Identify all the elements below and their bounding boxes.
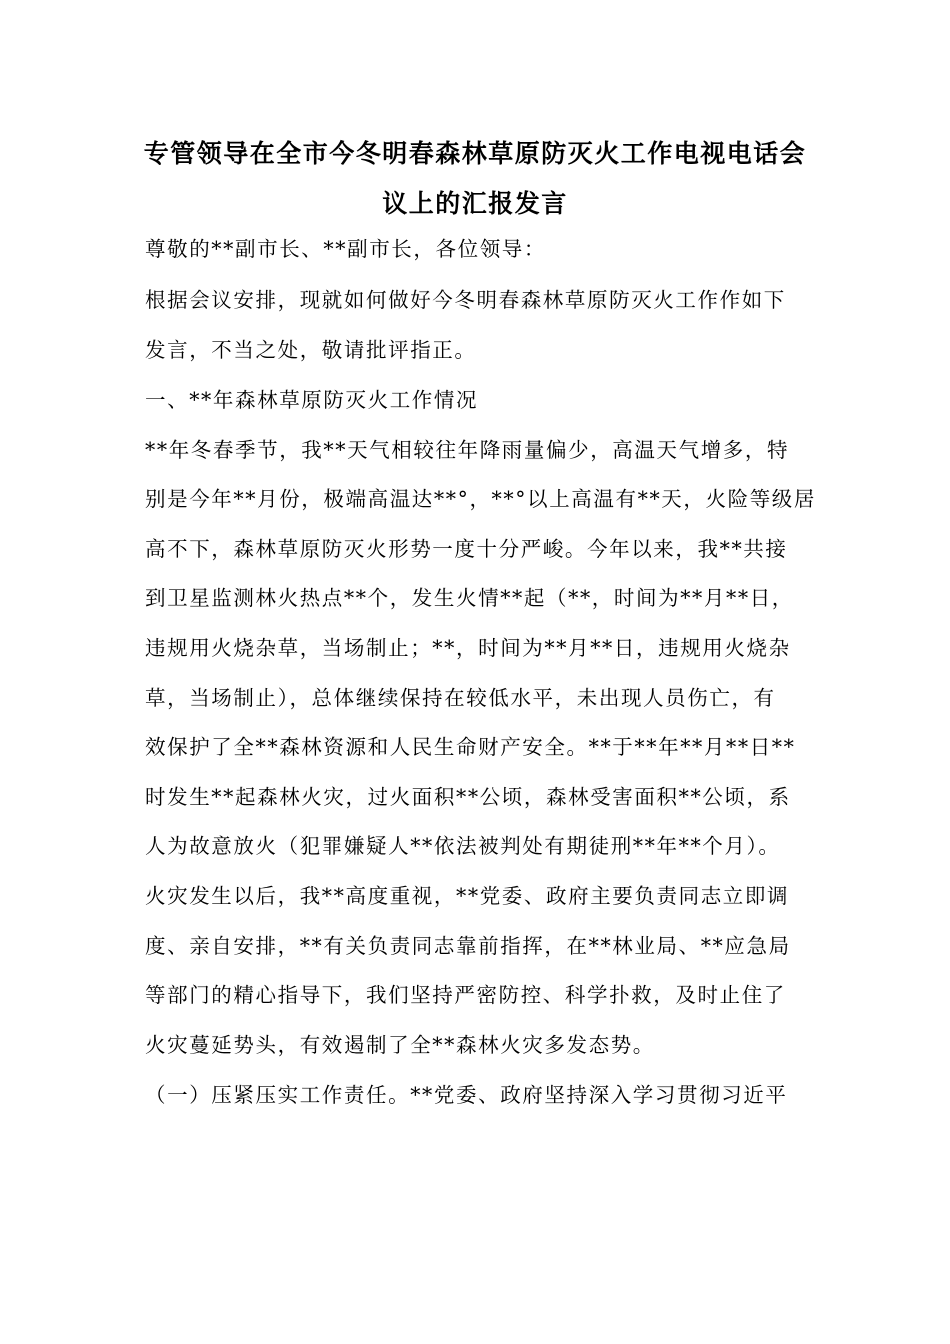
body-line: 到卫星监测林火热点**个，发生火情**起（**，时间为**月**日， xyxy=(145,586,794,610)
body-line: 别是今年**月份，极端高温达**°，**°以上高温有**天，火险等级居 xyxy=(145,487,816,511)
body-line: 度、亲自安排，**有关负责同志靠前指挥，在**林业局、**应急局 xyxy=(145,934,791,958)
body-line: 根据会议安排，现就如何做好今冬明春森林草原防灭火工作作如下 xyxy=(145,288,786,312)
salutation: 尊敬的**副市长、**副市长，各位领导： xyxy=(145,237,546,261)
body-line: 效保护了全**森林资源和人民生命财产安全。**于**年**月**日** xyxy=(145,735,796,759)
body-line: 火灾蔓延势头，有效遏制了全**森林火灾多发态势。 xyxy=(145,1033,655,1057)
body-line: 等部门的精心指导下，我们坚持严密防控、科学扑救，及时止住了 xyxy=(145,983,786,1007)
document-title-line-2: 议上的汇报发言 xyxy=(382,189,568,218)
body-line: **年冬春季节，我**天气相较往年降雨量偏少，高温天气增多，特 xyxy=(145,438,790,462)
body-line: 火灾发生以后，我**高度重视，**党委、政府主要负责同志立即调 xyxy=(145,884,790,908)
document-title-line-1: 专管领导在全市今冬明春森林草原防灭火工作电视电话会 xyxy=(143,139,807,168)
body-line: 时发生**起森林火灾，过火面积**公顷，森林受害面积**公顷，系 xyxy=(145,785,791,809)
body-line: 违规用火烧杂草，当场制止；**，时间为**月**日，违规用火烧杂 xyxy=(145,636,791,660)
subsection-heading: （一）压紧压实工作责任。**党委、政府坚持深入学习贯彻习近平 xyxy=(145,1083,788,1107)
body-line: 高不下，森林草原防灭火形势一度十分严峻。今年以来，我**共接 xyxy=(145,537,788,561)
body-line: 草，当场制止），总体继续保持在较低水平，未出现人员伤亡，有 xyxy=(145,686,776,710)
section-heading: 一、**年森林草原防灭火工作情况 xyxy=(145,388,479,412)
body-line: 人为故意放火（犯罪嫌疑人**依法被判处有期徒刑**年**个月）。 xyxy=(145,834,781,858)
body-line: 发言，不当之处，敬请批评指正。 xyxy=(145,338,477,362)
